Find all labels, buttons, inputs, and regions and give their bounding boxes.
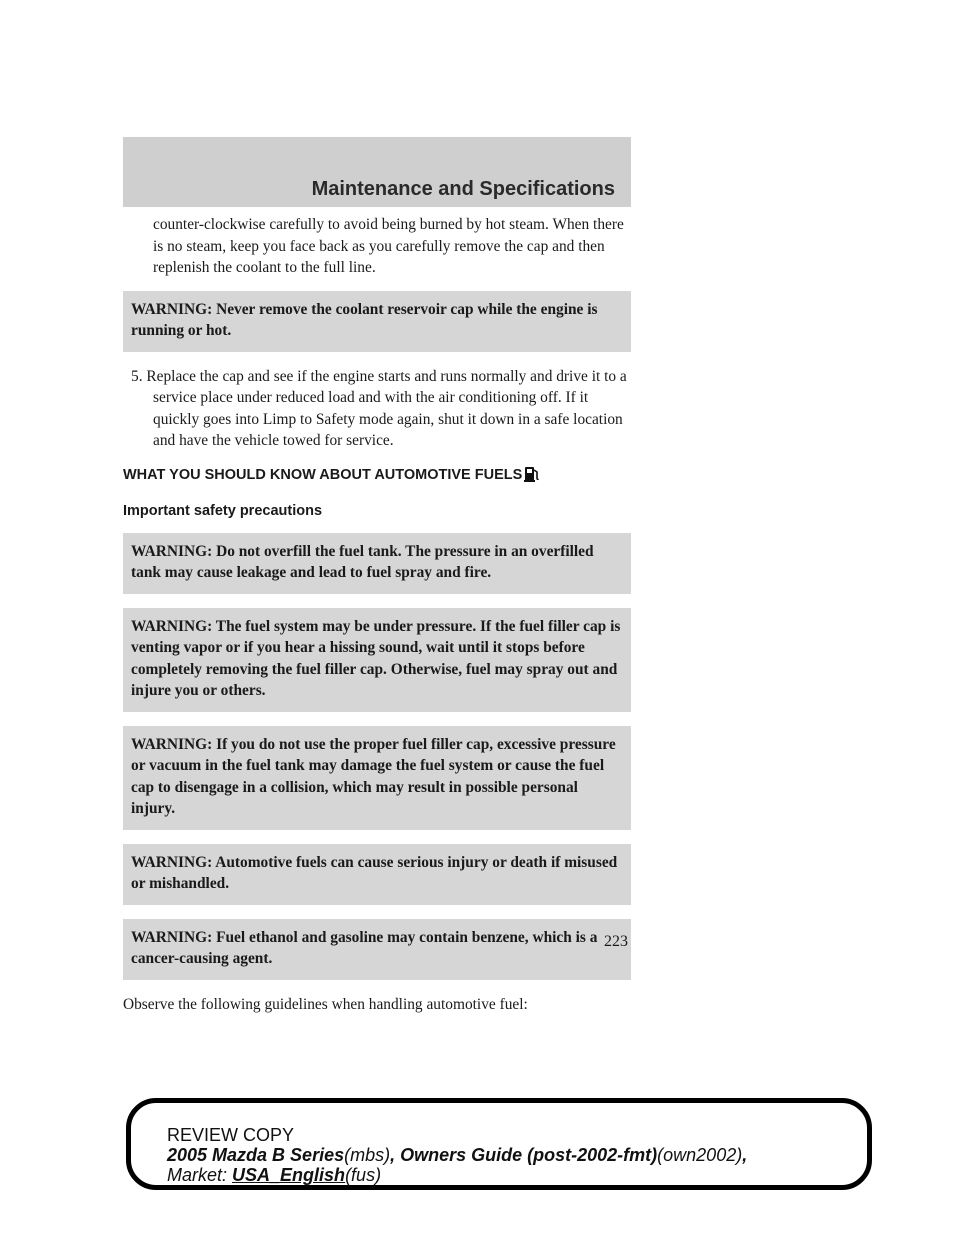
review-guide: , Owners Guide (post-2002-fmt) xyxy=(390,1145,658,1165)
review-market-code: (fus) xyxy=(345,1165,382,1185)
review-market-label: Market: xyxy=(167,1165,228,1185)
warning-box-coolant: WARNING: Never remove the coolant reservoir cap while the engine is running or hot. xyxy=(123,291,631,352)
warning-box-filler-cap: WARNING: If you do not use the proper fuel filler cap, excessive pressure or vacuum in the fuel tank may damage the fuel system or cause the fuel cap to disengage in a collision, which may result in possible personal injury. xyxy=(123,726,631,830)
review-market: USA_English xyxy=(232,1165,346,1185)
warning-box-overfill: WARNING: Do not overfill the fuel tank. The pressure in an overfilled tank may cause leakage and lead to fuel spray and fire. xyxy=(123,533,631,594)
review-guide-code: (own2002) xyxy=(657,1145,743,1165)
review-copy-market-line xyxy=(167,1165,747,1185)
fuel-pump-icon xyxy=(524,464,540,490)
warning-box-benzene: WARNING: Fuel ethanol and gasoline may contain benzene, which is a cancer-causing agent. xyxy=(123,919,631,980)
review-trailing-comma: , xyxy=(742,1145,748,1165)
review-copy-text xyxy=(167,1125,747,1185)
section-header-title: Maintenance and Specifications xyxy=(311,178,615,200)
section-heading-text: WHAT YOU SHOULD KNOW ABOUT AUTOMOTIVE FUELS xyxy=(123,466,523,483)
review-copy-label: REVIEW COPY xyxy=(167,1125,295,1145)
page-content xyxy=(123,214,631,1015)
section-heading xyxy=(123,464,631,490)
subheading-safety-precautions: Important safety precautions xyxy=(123,503,323,519)
review-copy-box xyxy=(126,1098,872,1190)
warning-box-pressure: WARNING: The fuel system may be under pressure. If the fuel filler cap is venting vapor or if you hear a hissing sound, wait until it stops before completely removing the fuel filler cap. Otherwise, fuel may spray out and injure you or others. xyxy=(123,608,631,712)
intro-paragraph: counter-clockwise carefully to avoid being burned by hot steam. When there is no steam, keep you face back as you carefully remove the cap and then replenish the coolant to the full line. xyxy=(153,216,624,276)
closing-paragraph: Observe the following guidelines when handling automotive fuel: xyxy=(123,995,528,1013)
step-5-paragraph: 5. Replace the cap and see if the engine starts and runs normally and drive it to a service place under reduced load and with the air conditioning off. If it quickly goes into Limp to Safety mode again, shut it down in a safe location and have the vehicle towed for service. xyxy=(131,367,627,449)
review-model: 2005 Mazda B Series xyxy=(167,1145,345,1165)
section-header-band xyxy=(123,137,631,207)
warning-box-injury: WARNING: Automotive fuels can cause serious injury or death if misused or mishandled. xyxy=(123,844,631,905)
review-model-code: (mbs) xyxy=(344,1145,391,1165)
page-number: 223 xyxy=(604,933,628,950)
review-copy-model-line xyxy=(167,1145,747,1165)
